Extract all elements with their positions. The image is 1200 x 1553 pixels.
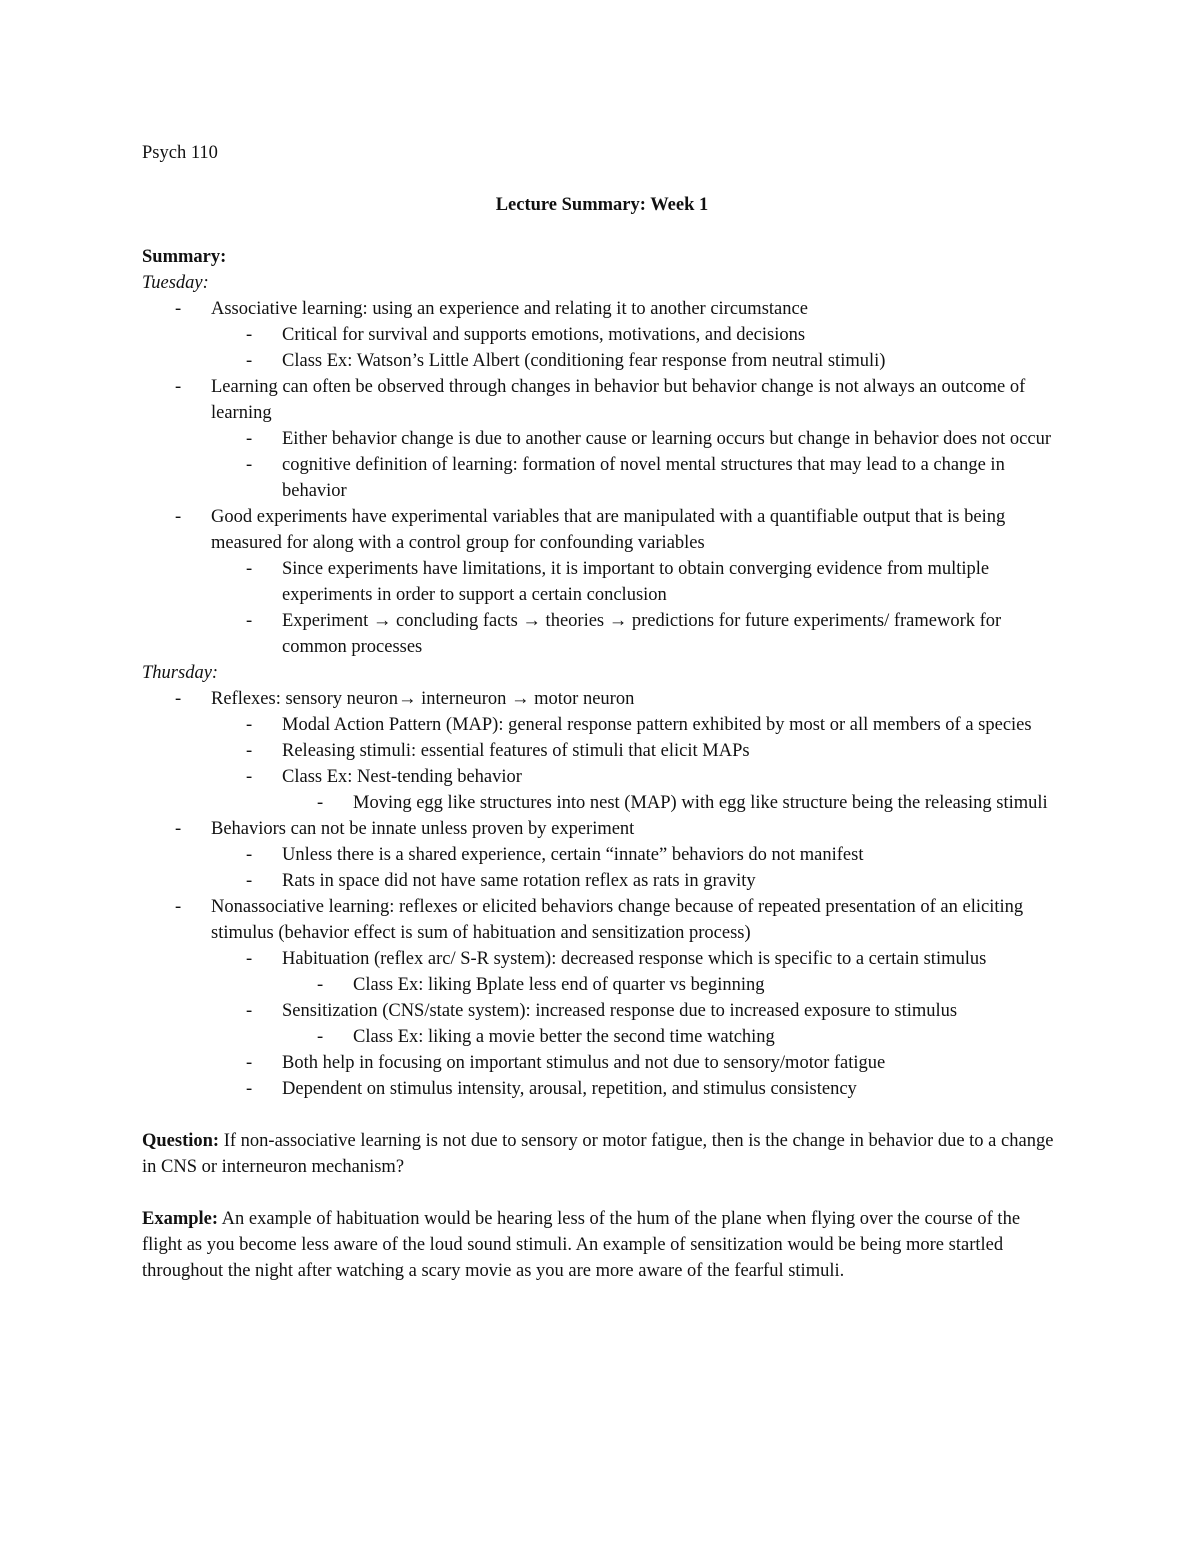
question-label: Question: (142, 1131, 220, 1151)
bullet-dash: - (175, 299, 182, 319)
list-item-text: Class Ex: liking Bplate less end of quarter vs beginning (353, 975, 765, 995)
list-item-text: Critical for survival and supports emotions, motivations, and decisions (282, 325, 806, 345)
document-title: Lecture Summary: Week 1 (495, 195, 709, 215)
bullet-dash: - (246, 1079, 253, 1099)
bullet-dash: - (246, 455, 253, 475)
bullet-dash: - (246, 1001, 253, 1021)
course-name: Psych 110 (142, 143, 218, 163)
bullet-dash: - (246, 767, 253, 787)
list-item-text: Dependent on stimulus intensity, arousal, repetition, and stimulus consistency (282, 1079, 857, 1099)
list-item (142, 712, 1062, 738)
list-item-text: Reflexes: sensory neuron→ interneuron → motor neuron (211, 689, 635, 709)
example-paragraph (142, 1206, 1062, 1284)
question-text: If non-associative learning is not due to sensory or motor fatigue, then is the change in behavior due to a change in CNS or interneuron mechanism? (142, 1131, 1054, 1177)
bullet-dash: - (246, 845, 253, 865)
list-item-text: Class Ex: Watson’s Little Albert (conditioning fear response from neutral stimuli) (282, 351, 886, 371)
list-item (142, 868, 1062, 894)
list-item-text: Both help in focusing on important stimulus and not due to sensory/motor fatigue (282, 1053, 886, 1073)
example-label: Example: (142, 1209, 219, 1229)
list-item (142, 452, 1062, 504)
list-item-text: Sensitization (CNS/state system): increased response due to increased exposure to stimulus (282, 1001, 958, 1021)
list-item (142, 426, 1062, 452)
list-item (142, 816, 1062, 842)
list-item (142, 686, 1062, 712)
list-item-text: Class Ex: Nest-tending behavior (282, 767, 522, 787)
bullet-dash: - (246, 325, 253, 345)
bullet-dash: - (246, 715, 253, 735)
bullet-dash: - (246, 741, 253, 761)
question-paragraph (142, 1128, 1062, 1180)
list-item (142, 608, 1062, 660)
bullet-dash: - (175, 819, 182, 839)
bullet-dash: - (246, 429, 253, 449)
list-item (142, 322, 1062, 348)
bullet-dash: - (246, 1053, 253, 1073)
list-item (142, 842, 1062, 868)
list-item (142, 764, 1062, 790)
day-label-thursday: Thursday: (142, 663, 219, 683)
bullet-dash: - (175, 897, 182, 917)
list-item (142, 972, 1062, 998)
list-item (142, 348, 1062, 374)
list-item (142, 1050, 1062, 1076)
list-item (142, 998, 1062, 1024)
list-item-text: Releasing stimuli: essential features of stimuli that elicit MAPs (282, 741, 750, 761)
list-item (142, 504, 1062, 556)
list-item-text: Moving egg like structures into nest (MAP) with egg like structure being the releasing stimuli (353, 793, 1048, 813)
list-item-text: Unless there is a shared experience, certain “innate” behaviors do not manifest (282, 845, 864, 865)
list-item (142, 738, 1062, 764)
example-text: An example of habituation would be hearing less of the hum of the plane when flying over the course of the flight as you become less aware of the loud sound stimuli. An example of sensitization would be being more startled throughout the night after watching a scary movie as you are more aware of the fearful stimuli. (142, 1209, 1021, 1281)
bullet-dash: - (246, 871, 253, 891)
list-item (142, 296, 1062, 322)
summary-heading: Summary: (142, 247, 227, 267)
list-item-text: Good experiments have experimental variables that are manipulated with a quantifiable output that is being measured for along with a control group for confounding variables (211, 507, 1006, 553)
bullet-dash: - (246, 351, 253, 371)
list-item (142, 1024, 1062, 1050)
bullet-list-tuesday (142, 296, 1062, 660)
list-item (142, 556, 1062, 608)
bullet-dash: - (246, 611, 253, 631)
list-item-text: Modal Action Pattern (MAP): general response pattern exhibited by most or all members of a species (282, 715, 1032, 735)
list-item-text: Associative learning: using an experience and relating it to another circumstance (211, 299, 808, 319)
bullet-dash: - (175, 507, 182, 527)
list-item-text: cognitive definition of learning: formation of novel mental structures that may lead to a change in behavior (282, 455, 1005, 501)
bullet-dash: - (175, 377, 182, 397)
list-item-text: Experiment → concluding facts → theories → predictions for future experiments/ framework for common processes (282, 611, 1002, 657)
list-item-text: Rats in space did not have same rotation reflex as rats in gravity (282, 871, 756, 891)
bullet-dash: - (317, 975, 324, 995)
list-item-text: Habituation (reflex arc/ S-R system): decreased response which is specific to a certain stimulus (282, 949, 987, 969)
bullet-dash: - (175, 689, 182, 709)
list-item (142, 1076, 1062, 1102)
day-label-tuesday: Tuesday: (142, 273, 209, 293)
bullet-dash: - (317, 793, 324, 813)
list-item-text: Since experiments have limitations, it is important to obtain converging evidence from multiple experiments in order to support a certain conclusion (282, 559, 990, 605)
list-item-text: Learning can often be observed through changes in behavior but behavior change is not always an outcome of learning (211, 377, 1026, 423)
bullet-dash: - (246, 559, 253, 579)
bullet-list-thursday (142, 686, 1062, 1102)
list-item-text: Behaviors can not be innate unless proven by experiment (211, 819, 635, 839)
list-item (142, 790, 1062, 816)
list-item-text: Class Ex: liking a movie better the second time watching (353, 1027, 775, 1047)
list-item-text: Either behavior change is due to another cause or learning occurs but change in behavior does not occur (282, 429, 1052, 449)
bullet-dash: - (246, 949, 253, 969)
list-item-text: Nonassociative learning: reflexes or elicited behaviors change because of repeated presentation of an eliciting stimulus (behavior effect is sum of habituation and sensitization process) (211, 897, 1024, 943)
bullet-dash: - (317, 1027, 324, 1047)
list-item (142, 894, 1062, 946)
document-page (142, 140, 1062, 1284)
list-item (142, 946, 1062, 972)
list-item (142, 374, 1062, 426)
